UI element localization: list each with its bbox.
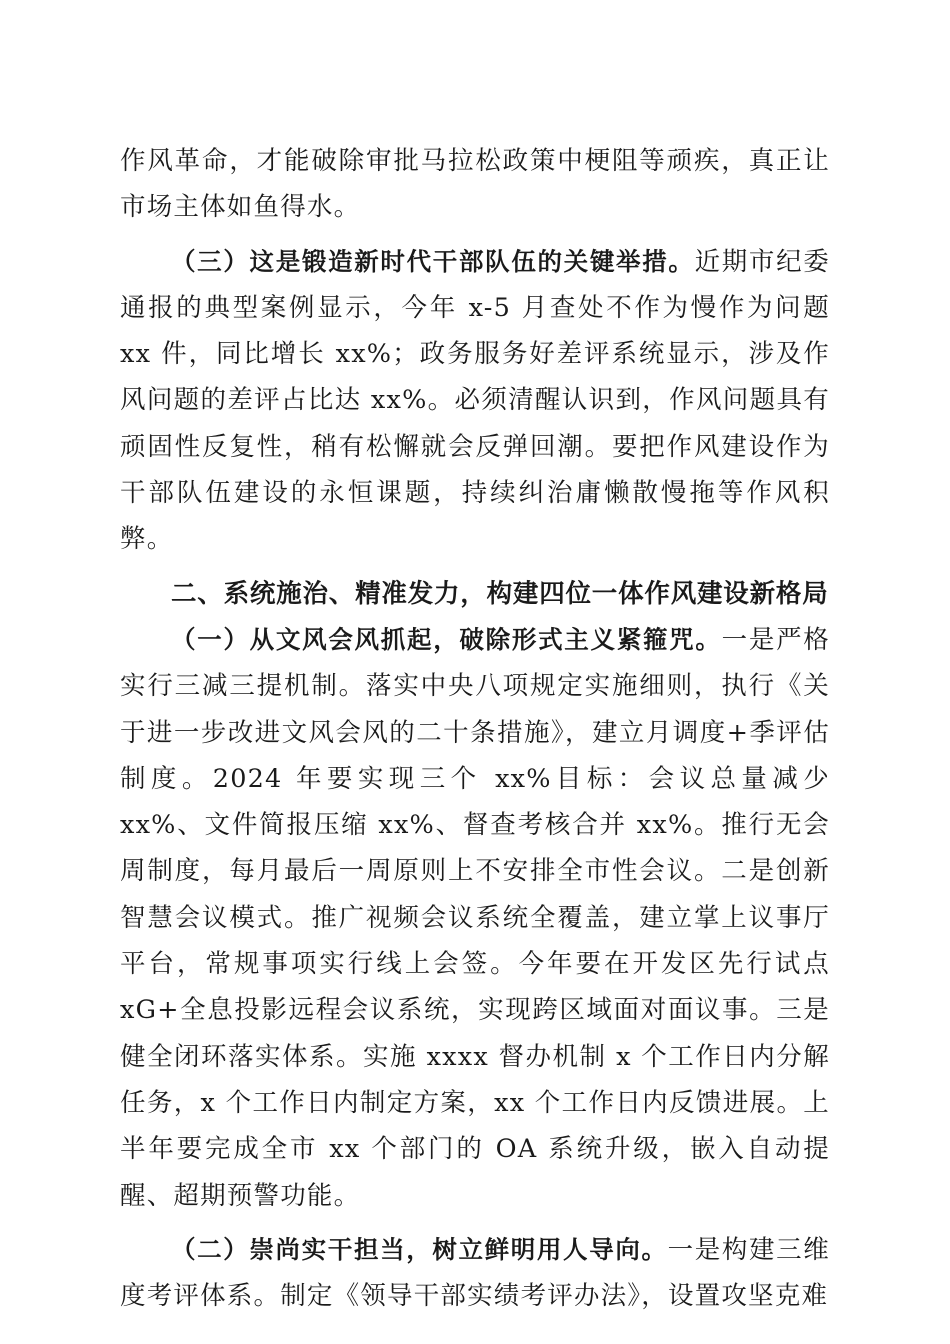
paragraph-subsection-1 (120, 617, 830, 1219)
paragraph-text: 近期市纪委通报的典型案例显示，今年 x-5 月查处不作为慢作为问题 xx 件，同比增长 xx%；政务服务好差评系统显示，涉及作风问题的差评占比达 xx%。必须清醒认识到，作风问题具有顽固性反复性，稍有松懈就会反弹回潮。要把作风建设作为干部队伍建设的永恒课题，持续纠治庸懒散慢拖等作风积弊。 (120, 246, 830, 555)
paragraph-lead: （三）这是锻造新时代干部队伍的关键举措。 (171, 246, 695, 276)
section-heading (120, 571, 830, 617)
paragraph-continuation (120, 138, 830, 231)
paragraph-text: 一是构建三维度考评体系。制定《领导干部实绩考评办法》，设置攻坚克难 (120, 1234, 830, 1312)
paragraph-text: 一是严格实行三减三提机制。落实中央八项规定实施细则，执行《关于进一步改进文风会风的二十条措施》，建立月调度+季评估制度。2024 年要实现三个 xx%目标：会议总量减少 xx%、文件简报压缩 xx%、督查考核合并 xx%。推行无会周制度，每月最后一周原则上不安排全市性会议。二是创新智慧会议模式。推广视频会议系统全覆盖，建立掌上议事厅平台，常规事项实行线上会签。今年要在开发区先行试点 xG+全息投影远程会议系统，实现跨区域面对面议事。三是健全闭环落实体系。实施 xxxx 督办机制 x 个工作日内分解任务，x 个工作日内制定方案，xx 个工作日内反馈进展。上半年要完成全市 xx 个部门的 OA 系统升级，嵌入自动提醒、超期预警功能。 (120, 624, 830, 1211)
paragraph-subsection-2 (120, 1227, 830, 1320)
paragraph-lead: （二）崇尚实干担当，树立鲜明用人导向。 (171, 1234, 668, 1264)
document-body (120, 138, 830, 1319)
section-heading-text: 二、系统施治、精准发力，构建四位一体作风建设新格局 (171, 578, 829, 609)
paragraph-section-3 (120, 239, 830, 563)
paragraph-text: 作风革命，才能破除审批马拉松政策中梗阻等顽疾，真正让市场主体如鱼得水。 (120, 146, 830, 223)
paragraph-lead: （一）从文风会风抓起，破除形式主义紧箍咒。 (171, 624, 722, 654)
